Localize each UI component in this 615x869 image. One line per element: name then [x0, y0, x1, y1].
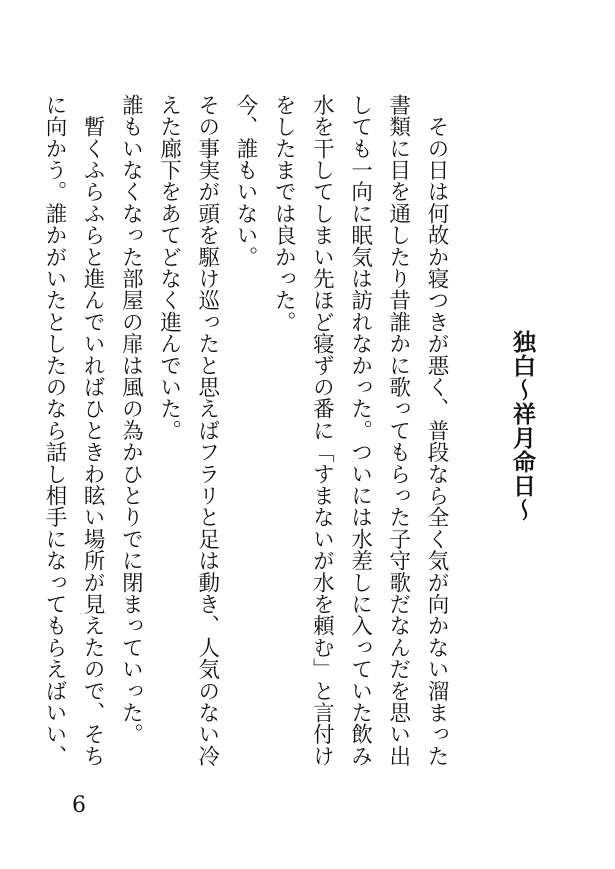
page-number: 6 [72, 793, 86, 818]
text-line: しても一向に眠気は訪れなかった。ついには水差しに入っていた飲み [347, 94, 373, 767]
chapter-title: 独白〜祥月命日〜 [509, 330, 535, 522]
text-line: 暫くふらふらと進んでいればひときわ眩い場所が見えたので、そち [80, 94, 106, 767]
text-line: その日は何故か寝つきが悪く、普段なら全く気が向かない溜まった [424, 94, 449, 767]
text-line: 水を干してしまい先ほど寝ずの番に「すまないが水を頼む」と言付け [309, 94, 335, 767]
text-line: に向かう。誰かがいたとしたのなら話し相手になってもらえばいい、 [41, 94, 67, 767]
text-line: えた廊下をあてどなく進んでいた。 [156, 94, 182, 442]
text-line: 書類に目を通したり昔誰かに歌ってもらった子守歌だなんだを思い出 [385, 94, 411, 767]
text-line: 誰もいなくなった部屋の扉は風の為かひとりでに閉まっていった。 [118, 94, 144, 745]
text-line: その事実が頭を駆け巡ったと思えばフラリと足は動き、人気のない冷 [194, 94, 220, 767]
text-line: をしたまでは良かった。 [271, 94, 297, 333]
body-text [35, 94, 455, 794]
text-line: 今、誰もいない。 [232, 94, 258, 268]
